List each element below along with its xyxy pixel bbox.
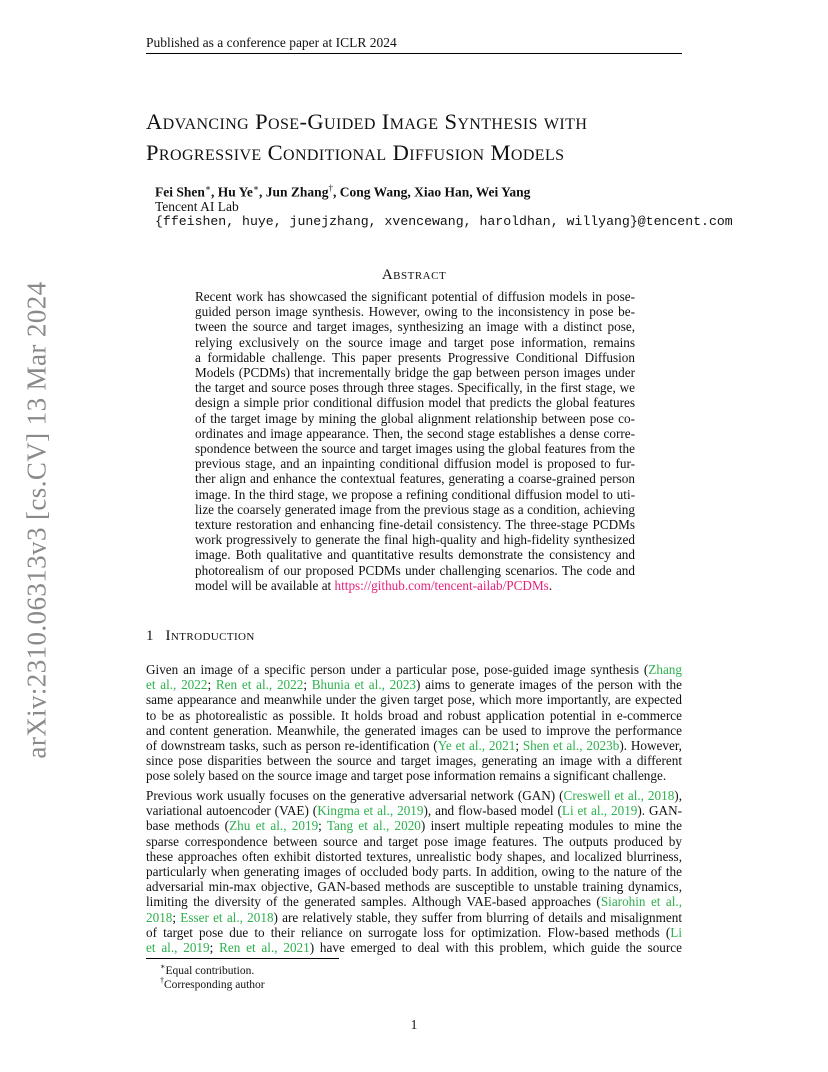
author-emails: {ffeishen, huye, junejzhang, xvencewang, haroldhan, willyang}@tencent.com bbox=[155, 214, 733, 229]
citation-link[interactable]: et al., 2019 bbox=[146, 940, 210, 956]
paragraph-line: 2018; Esser et al., 2018) are relatively stable, they suffer from blurring of details and misalignment bbox=[146, 909, 682, 925]
footnote-2-text: Corresponding author bbox=[164, 978, 265, 991]
footnote-1-text: Equal contribution. bbox=[165, 964, 255, 977]
abstract-line: a formidable challenge. This paper presents Progressive Conditional Diffusion bbox=[195, 349, 635, 365]
title-line-2: Progressive Conditional Diffusion Models bbox=[146, 140, 565, 165]
paragraph-line: adversarial min-max objective, GAN-based methods are susceptible to unstable training dynamics, bbox=[146, 879, 682, 895]
abstract-line: photorealism of our proposed PCDMs under challenging scenarios. The code and bbox=[195, 562, 635, 578]
paragraph-line: variational autoencoder (VAE) (Kingma et al., 2019), and flow-based model (Li et al., 2019). GAN- bbox=[146, 803, 682, 819]
footnote-1-mark: ∗ bbox=[160, 962, 166, 971]
header-rule bbox=[146, 53, 682, 54]
citation-link[interactable]: Tang et al., 2020 bbox=[326, 818, 421, 834]
author-rest: Cong Wang, Xiao Han, Wei Yang bbox=[339, 184, 531, 200]
footnote-1 bbox=[160, 962, 254, 977]
citation-link[interactable]: Esser et al., 2018 bbox=[180, 909, 274, 925]
citation-link[interactable]: Ren et al., 2021 bbox=[219, 940, 310, 956]
author-1: Fei Shen bbox=[155, 184, 205, 200]
section-heading bbox=[146, 628, 255, 645]
paragraph-line: of target pose due to their reliance on surrogate loss for optimization. Flow-based methods (Li bbox=[146, 924, 682, 940]
intro-paragraph-2 bbox=[146, 788, 682, 955]
citation-link[interactable]: Bhunia et al., 2023 bbox=[311, 677, 417, 693]
abstract-last-text: model will be available at bbox=[195, 577, 335, 593]
abstract-line: lize the coarsely generated image from the previous stage as a condition, achieving bbox=[195, 501, 635, 517]
abstract-heading: Abstract bbox=[381, 267, 447, 283]
paragraph-line: to be as photorealistic as possible. It holds broad and robust application potential in e-commerce bbox=[146, 707, 682, 723]
paragraph-line: and content generation. Meanwhile, the generated images can be used to improve the performance bbox=[146, 722, 682, 738]
paragraph-line: et al., 2019; Ren et al., 2021) have emerged to deal with this problem, which guide the source bbox=[146, 940, 682, 956]
paragraph-line: base methods (Zhu et al., 2019; Tang et al., 2020) insert multiple repeating modules to mine the bbox=[146, 818, 682, 834]
paragraph-line: et al., 2022; Ren et al., 2022; Bhunia et al., 2023) aims to generate images of the person with the bbox=[146, 677, 682, 693]
author-list: Fei Shen∗, Hu Ye∗, Jun Zhang†, Cong Wang, Xiao Han, Wei Yang bbox=[155, 183, 531, 200]
abstract-line: image. In the third stage, we propose a refining conditional diffusion model to uti- bbox=[195, 486, 635, 502]
citation-link[interactable]: Kingma et al., 2019 bbox=[317, 803, 424, 819]
abstract-line: work progressively to generate the final high-quality and high-fidelity synthesized bbox=[195, 532, 635, 548]
paragraph-line: these approaches often exhibit distorted textures, unrealistic body shapes, and localized blurriness, bbox=[146, 848, 682, 864]
title-line-1: Advancing Pose-Guided Image Synthesis with bbox=[146, 109, 588, 134]
abstract-line: Recent work has showcased the significant potential of diffusion models in pose- bbox=[195, 289, 635, 304]
citation-link[interactable]: 2018 bbox=[146, 909, 173, 925]
abstract-line: ther align and enhance the contextual features, generating a coarse-grained person bbox=[195, 471, 635, 487]
abstract-line: guided person image synthesis. However, owing to the inconsistency in pose be- bbox=[195, 304, 635, 320]
citation-link[interactable]: Zhu et al., 2019 bbox=[229, 818, 319, 834]
abstract-line: tween the source and target images, synthesizing an image with a distinct pose, bbox=[195, 319, 635, 335]
citation-link[interactable]: Siarohin et al., bbox=[600, 894, 683, 910]
abstract-last-period: . bbox=[548, 577, 553, 593]
intro-paragraph-1 bbox=[146, 662, 682, 784]
abstract-line: the target and source poses through three stages. Specifically, in the first stage, we bbox=[195, 380, 635, 396]
citation-link[interactable]: Li bbox=[670, 924, 682, 940]
paragraph-line: sparse correspondence between source and target pose image features. The outputs produced by bbox=[146, 833, 682, 849]
author-2-mark: ∗ bbox=[252, 183, 260, 193]
citation-link[interactable]: Creswell et al., 2018 bbox=[563, 788, 675, 803]
citation-link[interactable]: et al., 2022 bbox=[146, 677, 208, 693]
paragraph-line: Previous work usually focuses on the generative adversarial network (GAN) (Creswell et al., 2018), bbox=[146, 788, 682, 803]
arxiv-id: arXiv:2310.06313v3 [cs.CV] 13 Mar 2024 bbox=[21, 281, 52, 759]
arxiv-watermark bbox=[22, 280, 52, 760]
paragraph-line: since pose disparities between the source and target images, generating an image with a different bbox=[146, 753, 682, 769]
author-3: Jun Zhang bbox=[265, 184, 329, 200]
citation-link[interactable]: Shen et al., 2023b bbox=[522, 738, 620, 754]
footnote-2 bbox=[160, 976, 265, 991]
author-1-mark: ∗ bbox=[204, 183, 212, 193]
section-title: Introduction bbox=[165, 628, 255, 644]
footnote-rule bbox=[146, 958, 339, 959]
paper-title bbox=[146, 106, 706, 168]
abstract-line: ordinates and image appearance. Then, the second stage establishes a dense corre- bbox=[195, 425, 635, 441]
paragraph-line: particularly when generating images of occluded body parts. In addition, owing to the nature of the bbox=[146, 864, 682, 880]
author-2: Hu Ye bbox=[217, 184, 253, 200]
running-header: Published as a conference paper at ICLR 2024 bbox=[146, 35, 397, 50]
abstract-line: of the target image by mining the global alignment relationship between pose co- bbox=[195, 410, 635, 426]
abstract-line: design a simple prior conditional diffusion model that predicts the global features bbox=[195, 395, 635, 411]
citation-link[interactable]: Ren et al., 2022 bbox=[215, 677, 304, 693]
citation-link[interactable]: Zhang bbox=[648, 662, 682, 677]
abstract-line: previous stage, and an inpainting conditional diffusion model is proposed to fur- bbox=[195, 456, 635, 472]
code-link[interactable]: https://github.com/tencent-ailab/PCDMs bbox=[334, 577, 549, 593]
abstract-last-line bbox=[195, 578, 635, 593]
abstract-line: texture restoration and enhancing fine-detail consistency. The three-stage PCDMs bbox=[195, 517, 635, 533]
page-number: 1 bbox=[410, 1017, 418, 1032]
abstract-line: spondence between the source and target images using the global features from the bbox=[195, 441, 635, 457]
paragraph-line: Given an image of a specific person under a particular pose, pose-guided image synthesis (Zhang bbox=[146, 662, 682, 677]
author-3-mark: † bbox=[328, 183, 333, 193]
abstract-line: image. Both qualitative and quantitative results demonstrate the consistency and bbox=[195, 547, 635, 563]
abstract-line: relying exclusively on the source image and target pose information, remains bbox=[195, 334, 635, 350]
paragraph-line: of downstream tasks, such as person re-identification (Ye et al., 2021; Shen et al., 2023b). However, bbox=[146, 738, 682, 754]
abstract-body bbox=[195, 289, 635, 593]
footnote-2-mark: † bbox=[160, 976, 164, 985]
section-number: 1 bbox=[146, 628, 154, 644]
citation-link[interactable]: Li et al., 2019 bbox=[561, 803, 638, 819]
abstract-line: Models (PCDMs) that incrementally bridge the gap between person images under bbox=[195, 365, 635, 381]
paragraph-line: limiting the diversity of the generated samples. Although VAE-based approaches (Siarohin et al., bbox=[146, 894, 683, 910]
paragraph-line: same appearance and meanwhile under the given target pose, which more importantly, are expected bbox=[146, 692, 682, 708]
paragraph-line: pose solely based on the source image and target pose information remains a significant challenge. bbox=[146, 768, 667, 784]
citation-link[interactable]: Ye et al., 2021 bbox=[437, 738, 516, 754]
affiliation: Tencent AI Lab bbox=[155, 199, 239, 214]
